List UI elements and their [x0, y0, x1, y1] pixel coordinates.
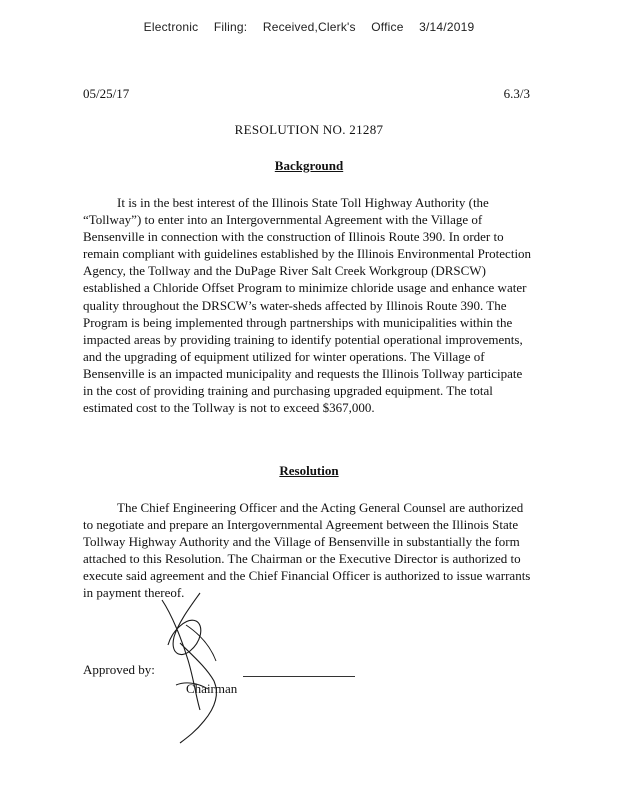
- electronic-filing-header: [0, 20, 618, 34]
- signature-line: [243, 676, 355, 677]
- resolution-paragraph: The Chief Engineering Officer and the Acting General Counsel are authorized to negotiate and prepare an Intergovernmental Agreement between the Illinois State Tollway Highway Authority and the Village of Bensenville in substantially the form attached to this Resolution. The Chairman or the Executive Director is authorized to execute said agreement and the Chief Financial Officer is authorized to issue warrants in payment thereof.: [83, 500, 531, 601]
- filing-header-word: Filing:: [213, 20, 248, 34]
- background-heading: Background: [274, 158, 344, 173]
- agenda-item-number: 6.3/3: [503, 86, 530, 101]
- background-paragraph: It is in the best interest of the Illinois State Toll Highway Authority (the “Tollway”) to enter into an Intergovernmental Agreement with the Village of Bensenville in connection with the construction of Illinois Route 390. In order to remain compliant with guidelines established by the Illinois Environmental Protection Agency, the Tollway and the DuPage River Salt Creek Workgroup (DRSCW) established a Chloride Offset Program to minimize chloride usage and enhance water quality throughout the DRSCW’s water-sheds affected by Illinois Route 390. The Program is being implemented through partnerships with municipalities within the impacted areas by providing training to identify potential operational improvements, and the upgrading of equipment utilized for winter operations. The Village of Bensenville is an impacted municipality and requests the Illinois Tollway participate in the cost of providing training and purchasing upgraded equipment. The total estimated cost to the Tollway is not to exceed $367,000.: [83, 195, 532, 416]
- resolution-heading: Resolution: [279, 463, 339, 478]
- filing-header-word: Office: [371, 20, 404, 34]
- resolution-number: RESOLUTION NO. 21287: [234, 122, 384, 137]
- approved-by-label: Approved by:: [83, 662, 155, 677]
- document-date: 05/25/17: [83, 86, 130, 101]
- signature-title: Chairman: [186, 681, 238, 696]
- filing-header-word: Received,Clerk's: [262, 20, 356, 34]
- filing-header-word: Electronic: [143, 20, 199, 34]
- filing-date: 3/14/2019: [419, 20, 475, 34]
- handwritten-signature: [150, 585, 250, 745]
